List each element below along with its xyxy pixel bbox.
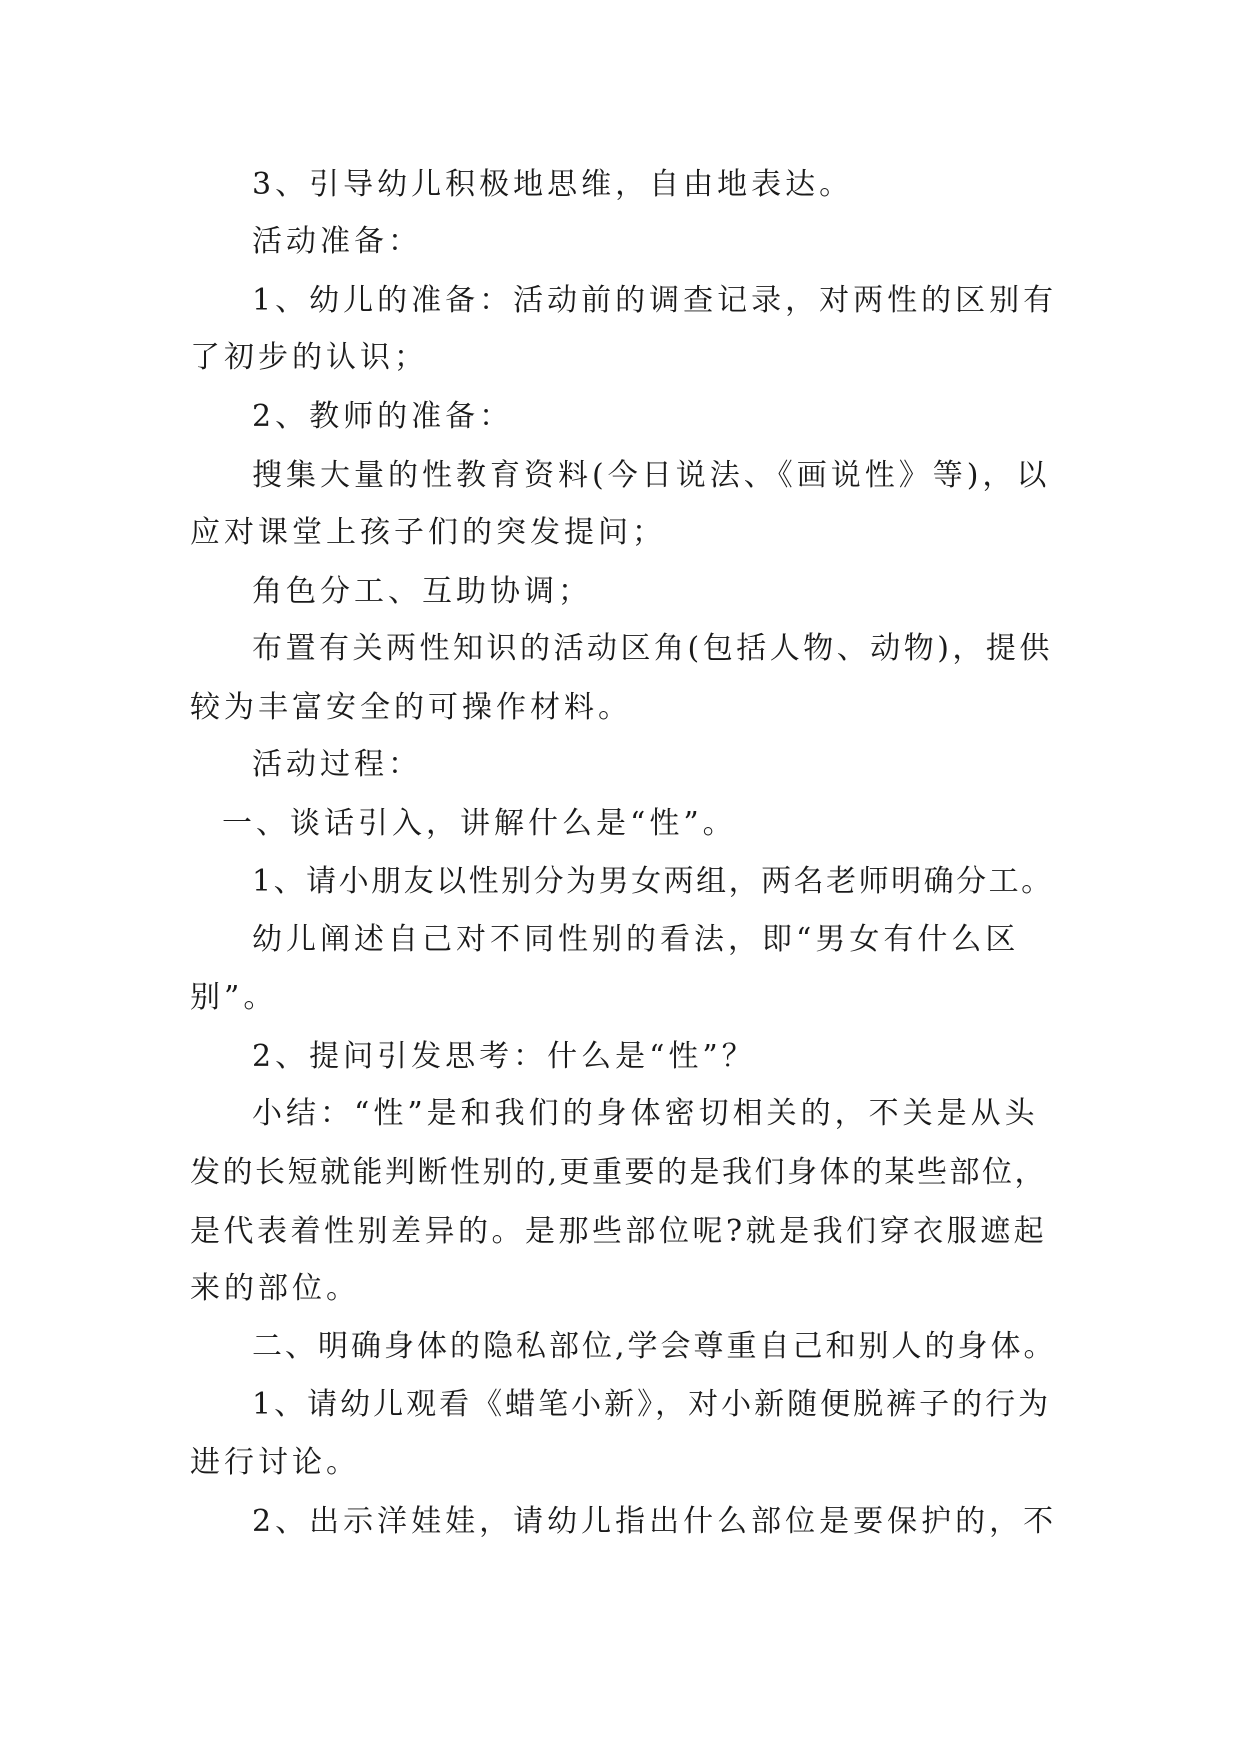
- paragraph-line: 别”。: [190, 980, 278, 1015]
- paragraph-line: 是代表着性别差异的。是那些部位呢?就是我们穿衣服遮起: [190, 1214, 1048, 1249]
- paragraph-line: 幼儿阐述自己对不同性别的看法，即“男女有什么区: [252, 922, 1020, 957]
- paragraph-line: 布置有关两性知识的活动区角(包括人物、动物)，提供: [252, 631, 1053, 666]
- paragraph-line: 了初步的认识；: [190, 340, 428, 375]
- paragraph-line: 1、请幼儿观看《蜡笔小新》，对小新随便脱裤子的行为: [252, 1387, 1052, 1422]
- paragraph-line: 2、出示洋娃娃，请幼儿指出什么部位是要保护的，不: [252, 1504, 1058, 1539]
- paragraph-line: 应对课堂上孩子们的突发提问；: [190, 515, 666, 550]
- paragraph-line: 小结：“性”是和我们的身体密切相关的，不关是从头: [252, 1096, 1039, 1131]
- paragraph-line: 搜集大量的性教育资料(今日说法、《画说性》等)，以: [252, 458, 1051, 493]
- section-heading: 活动准备：: [252, 224, 422, 259]
- paragraph-line: 来的部位。: [190, 1271, 360, 1306]
- paragraph-line: 1、幼儿的准备：活动前的调查记录，对两性的区别有: [252, 283, 1058, 318]
- subsection-heading: 二、明确身体的隐私部位,学会尊重自己和别人的身体。: [252, 1329, 1057, 1364]
- paragraph-line: 进行讨论。: [190, 1445, 360, 1480]
- paragraph-line: 3、引导幼儿积极地思维，自由地表达。: [252, 167, 854, 202]
- paragraph-line: 2、提问引发思考：什么是“性”？: [252, 1039, 756, 1074]
- paragraph-line: 角色分工、互助协调；: [252, 574, 592, 609]
- paragraph-line: 发的长短就能判断性别的,更重要的是我们身体的某些部位，: [190, 1155, 1048, 1190]
- paragraph-line: 较为丰富安全的可操作材料。: [190, 690, 632, 725]
- paragraph-line: 2、教师的准备：: [252, 399, 514, 434]
- section-heading: 活动过程：: [252, 747, 422, 782]
- subsection-heading: 一、谈话引入，讲解什么是“性”。: [222, 806, 737, 841]
- paragraph-line: 1、请小朋友以性别分为男女两组，两名老师明确分工。: [252, 864, 1054, 899]
